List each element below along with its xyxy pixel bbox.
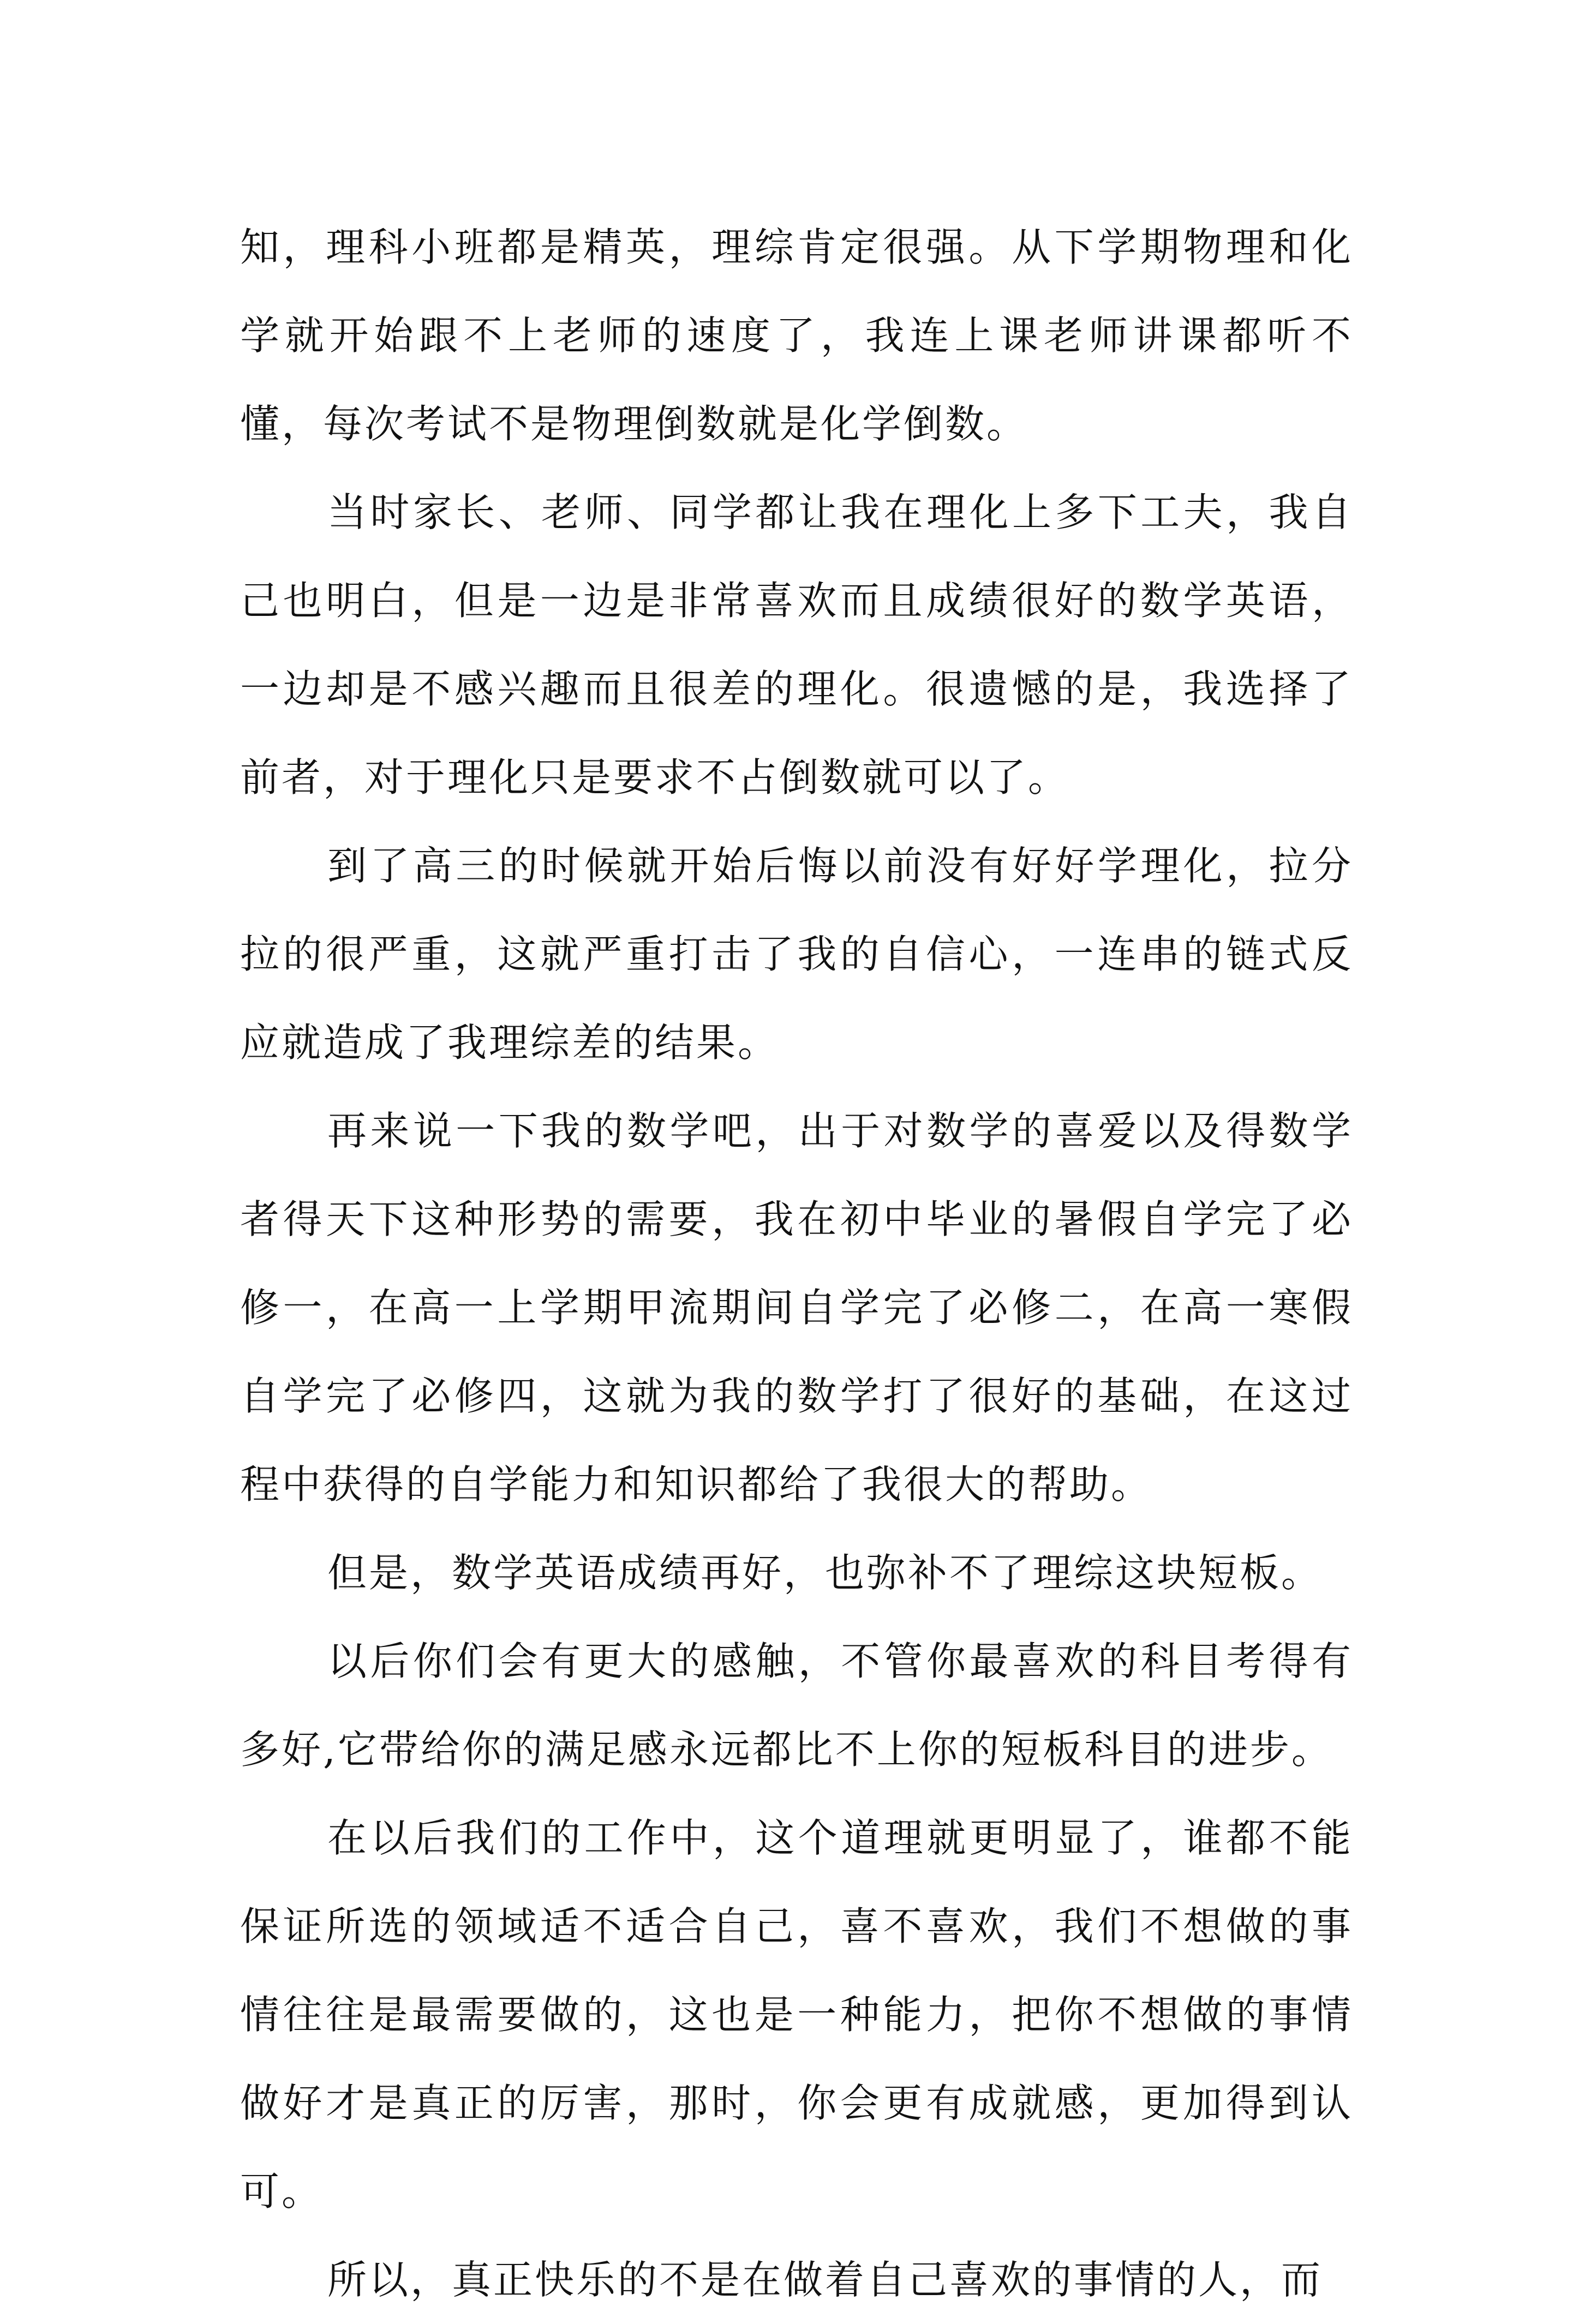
- paragraph-6: 以后你们会有更大的感触，不管你最喜欢的科目考得有多好,它带给你的满足感永远都比不上你的短板科目的进步。: [240, 1638, 1353, 1772]
- paragraph-5: 但是，数学英语成绩再好，也弥补不了理综这块短板。: [327, 1550, 1323, 1596]
- paragraph-2: 当时家长、老师、同学都让我在理化上多下工夫，我自己也明白，但是一边是非常喜欢而且成绩很好的数学英语，一边却是不感兴趣而且很差的理化。很遗憾的是，我选择了前者，对于理化只是要求不占倒数就可以了。: [240, 489, 1353, 800]
- paragraph-4: 再来说一下我的数学吧，出于对数学的喜爱以及得数学者得天下这种形势的需要，我在初中毕业的暑假自学完了必修一，在高一上学期甲流期间自学完了必修二，在高一寒假自学完了必修四，这就为我的数学打了很好的基础，在这过程中获得的自学能力和知识都给了我很大的帮助。: [240, 1108, 1353, 1507]
- body-text: [240, 203, 1353, 2324]
- paragraph-7: 在以后我们的工作中，这个道理就更明显了，谁都不能保证所选的领域适不适合自己，喜不喜欢，我们不想做的事情往往是最需要做的，这也是一种能力，把你不想做的事情做好才是真正的厉害，那时，你会更有成就感，更加得到认可。: [240, 1815, 1353, 2214]
- paragraph-1: 知，理科小班都是精英，理综肯定很强。从下学期物理和化学就开始跟不上老师的速度了，我连上课老师讲课都听不懂，每次考试不是物理倒数就是化学倒数。: [240, 224, 1353, 447]
- paragraph-3: 到了高三的时候就开始后悔以前没有好好学理化，拉分拉的很严重，这就严重打击了我的自信心，一连串的链式反应就造成了我理综差的结果。: [240, 843, 1353, 1065]
- paragraph-8: 所以，真正快乐的不是在做着自己喜欢的事情的人，而: [327, 2257, 1323, 2303]
